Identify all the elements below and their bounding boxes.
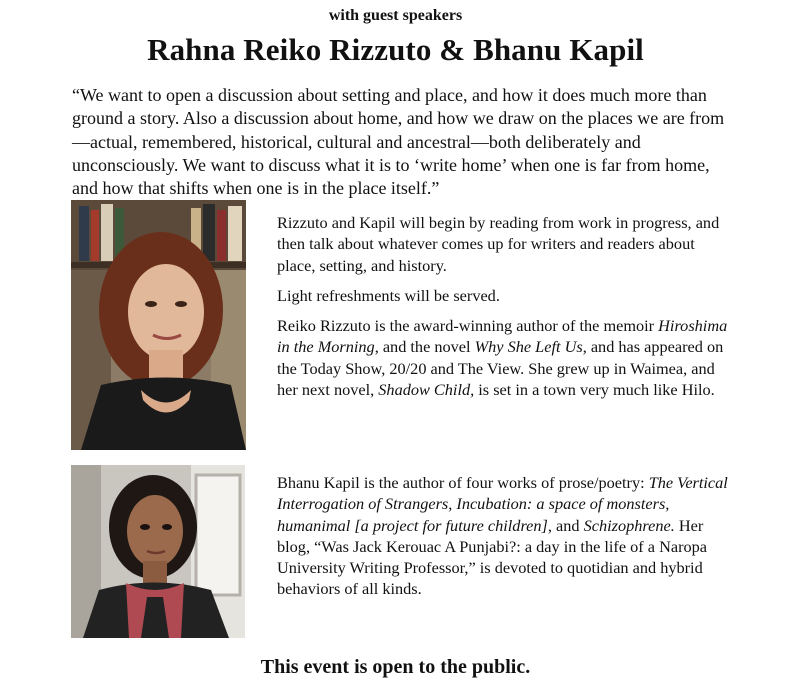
section-rizzuto [277, 212, 737, 409]
subtitle: with guest speakers [328, 7, 463, 24]
page-title: Rahna Reiko Rizzuto & Bhanu Kapil [147, 32, 644, 67]
refreshments-paragraph: Light refreshments will be served. [277, 285, 500, 305]
kapil-photo [71, 465, 245, 638]
rizzuto-bio: Reiko Rizzuto is the award-winning author of the memoir Hiroshima in the Morning, and the novel Why She Left Us, and has appeared on the Today Show, 20/20 and The View. She grew up in Waimea, and her next novel, Shadow Child, is set in a town very much like Hilo. [277, 316, 728, 400]
kapil-bio: Bhanu Kapil is the author of four works of prose/poetry: The Vertical Interrogation of Strangers, Incubation: a space of monsters, humanimal [a project for future children], and Schizophrene. Her blog, “Was Jack Kerouac A Punjabi?: a day in the life of a Naropa University Writing Professor,” is devoted to quotidian and hybrid behaviors of all kinds. [277, 473, 728, 599]
quote-paragraph: “We want to open a discussion about setting and place, and how it does much more than ground a story. Also a discussion about home, and how we draw on the places we are from—actual, remembered, historical, cultural and ancestral—both deliberately and unconsciously. We want to discuss what it is to ‘write home’ when one is far from home, and how that shifts when one is in the place itself.” [72, 85, 725, 199]
rizzuto-photo [71, 200, 246, 450]
intro-paragraph: Rizzuto and Kapil will begin by reading from work in progress, and then talk about whatever comes up for writers and readers about place, setting, and history. [277, 213, 720, 275]
public-notice: This event is open to the public. [260, 656, 531, 678]
section-kapil [277, 472, 737, 609]
